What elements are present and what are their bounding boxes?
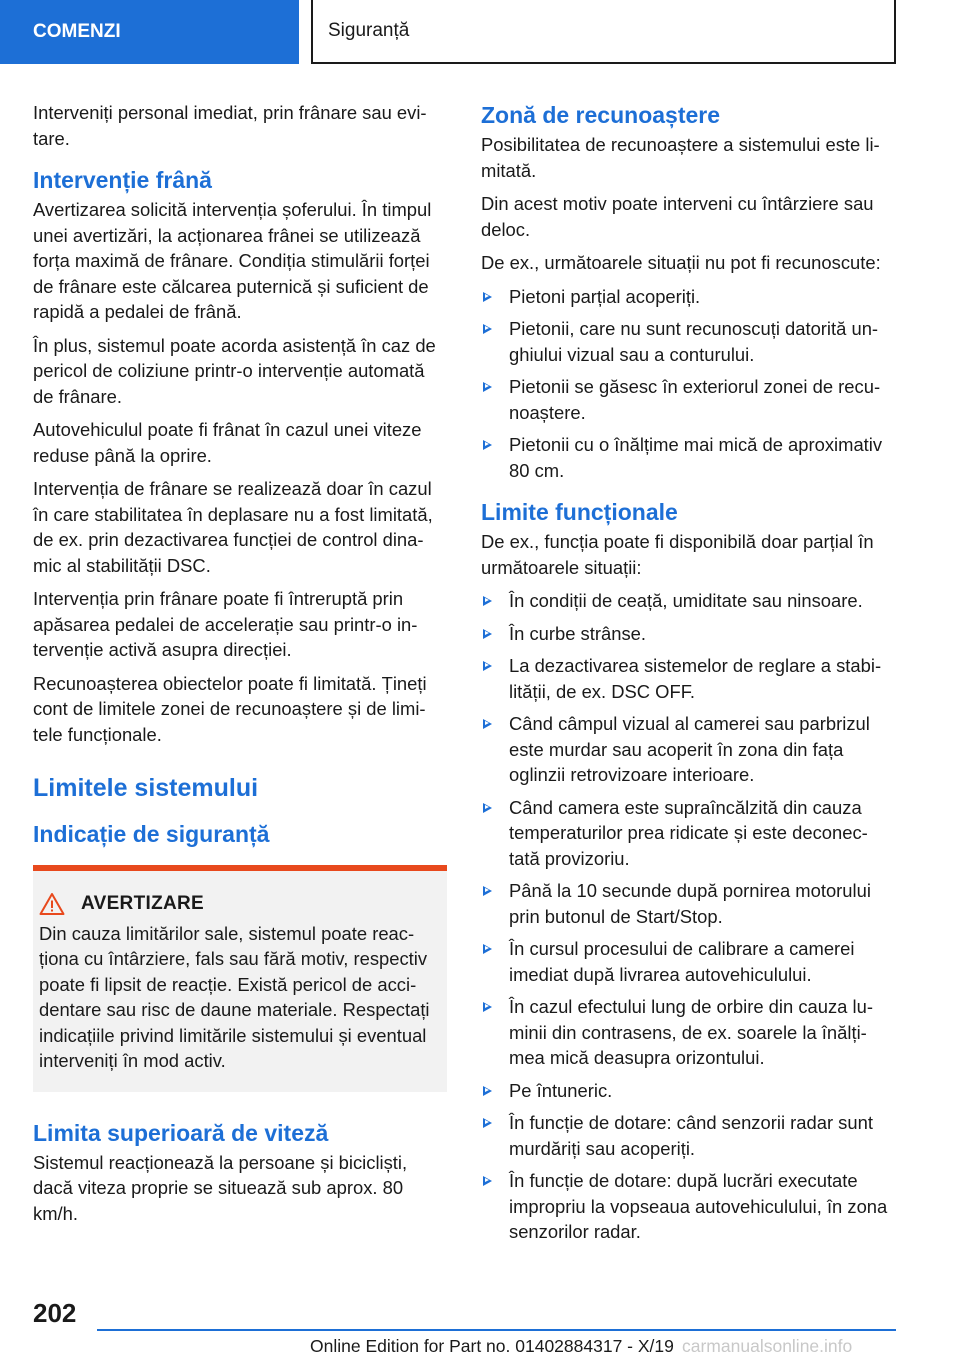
list-item: Pe întuneric. [481, 1078, 896, 1104]
list-item: În curbe strânse. [481, 621, 896, 647]
triangle-bullet-icon [483, 886, 492, 896]
triangle-bullet-icon [483, 1002, 492, 1012]
triangle-bullet-icon [483, 719, 492, 729]
triangle-bullet-icon [483, 292, 492, 302]
heading-brake-intervention: Intervenție frână [33, 167, 212, 193]
triangle-bullet-icon [483, 661, 492, 671]
paragraph: Posibilitatea de recunoaștere a sistemului este li-mitată. [481, 134, 880, 181]
list-item: Pietonii cu o înălțime mai mică de aproximativ 80 cm. [481, 432, 896, 483]
bullet-list-functional [481, 588, 896, 1245]
bullet-list-unrecognized [481, 284, 896, 484]
list-item: Când câmpul vizual al camerei sau parbrizul este murdar sau acoperit în zona din fața oglinzii retrovizoare interioare. [481, 711, 896, 788]
triangle-bullet-icon [483, 382, 492, 392]
paragraph: De ex., următoarele situații nu pot fi recunoscute: [481, 252, 881, 273]
warning-triangle-icon [39, 892, 65, 916]
triangle-bullet-icon [483, 944, 492, 954]
section-tab[interactable]: COMENZI [0, 0, 299, 64]
list-item: La dezactivarea sistemelor de reglare a stabi-lității, de ex. DSC OFF. [481, 653, 896, 704]
footer-edition-text: Online Edition for Part no. 01402884317 - X/19 [310, 1336, 674, 1356]
heading-speed-limit: Limita superioară de viteză [33, 1119, 329, 1146]
list-item: În funcție de dotare: când senzorii radar sunt murdăriți sau acoperiți. [481, 1110, 896, 1161]
footer-divider [97, 1329, 896, 1331]
list-item: Până la 10 secunde după pornirea motorului prin butonul de Start/Stop. [481, 878, 896, 929]
heading-functional-limits: Limite funcționale [481, 499, 678, 525]
list-item: Când camera este supraîncălzită din cauza temperaturilor prea ridicate și este deconec-tată provizoriu. [481, 795, 896, 872]
watermark-text: carmanualsonline.info [682, 1336, 853, 1356]
triangle-bullet-icon [483, 1176, 492, 1186]
page-number: 202 [33, 1298, 77, 1328]
list-item: În funcție de dotare: după lucrări executate impropriu la vopseaua autovehiculului, în zona senzorilor radar. [481, 1168, 896, 1245]
list-item: În cazul efectului lung de orbire din cauza lu-minii din contrasens, de ex. soarele la înălți-mea mică deasupra orizontului. [481, 994, 896, 1071]
list-item: În condiții de ceață, umiditate sau ninsoare. [481, 588, 896, 614]
intro-paragraph: Interveniți personal imediat, prin frânare sau evi-tare. [33, 102, 427, 149]
heading-recognition-zone: Zonă de recunoaștere [481, 102, 721, 128]
triangle-bullet-icon [483, 596, 492, 606]
list-item: Pietonii, care nu sunt recunoscuți datorită un-ghiului vizual sau a conturului. [481, 316, 896, 367]
paragraph: Avertizarea solicită intervenția șoferului. În timpul unei avertizări, la acționarea frânei se utilizează forța maximă de frânare. Condiția stimulării forței de frânare este călcarea puternică și suficient de rapidă a pedalei de frână. [33, 199, 432, 322]
chapter-tab[interactable]: Siguranță [311, 0, 896, 64]
warning-text: Din cauza limitărilor sale, sistemul poate reac-ționa cu întârziere, fals sau fără motiv, respectiv poate fi lipsit de reacție. Există pericol de acci-dentare sau risc de daune materiale. Respectați indicațiile privind limitările sistemului și eventual interveniți în mod activ. [39, 922, 430, 1071]
heading-system-limits: Limitele sistemului [33, 774, 259, 802]
warning-header [39, 891, 437, 917]
paragraph: Intervenția prin frânare poate fi întreruptă prin apăsarea pedalei de accelerație sau printr-o in-tervenție activă asupra direcției. [33, 588, 418, 660]
paragraph: Din acest motiv poate interveni cu întârziere sau deloc. [481, 193, 874, 240]
list-item: În cursul procesului de calibrare a camerei imediat după livrarea autovehiculului. [481, 936, 896, 987]
list-item: Pietonii se găsesc în exteriorul zonei de recu-noaștere. [481, 374, 896, 425]
triangle-bullet-icon [483, 324, 492, 334]
paragraph: Intervenția de frânare se realizează doar în cazul în care stabilitatea în deplasare nu a fost limitată, de ex. prin dezactivarea funcției de control dina-mic al stabilității DSC. [33, 478, 433, 576]
right-column [481, 100, 896, 1253]
paragraph: Sistemul reacționează la persoane și bicicliști, dacă viteza proprie se situează sub aprox. 80 km/h. [33, 1151, 408, 1224]
triangle-bullet-icon [483, 803, 492, 813]
warning-box [33, 865, 447, 1092]
triangle-bullet-icon [483, 1118, 492, 1128]
paragraph: În plus, sistemul poate acorda asistență în caz de pericol de coliziune printr-o intervenție automată de frânare. [33, 334, 436, 407]
paragraph: Recunoașterea obiectelor poate fi limitată. Țineți cont de limitele zonei de recunoaștere și de limi-tele funcționale. [33, 672, 427, 745]
heading-safety-note: Indicație de siguranță [33, 821, 270, 847]
triangle-bullet-icon [483, 440, 492, 450]
list-item: Pietoni parțial acoperiți. [481, 284, 896, 310]
paragraph: Autovehiculul poate fi frânat în cazul unei viteze reduse până la oprire. [33, 419, 422, 466]
paragraph: De ex., funcția poate fi disponibilă doar parțial în următoarele situații: [481, 531, 874, 578]
triangle-bullet-icon [483, 629, 492, 639]
left-column [33, 100, 447, 1234]
warning-title: AVERTIZARE [81, 893, 204, 914]
triangle-bullet-icon [483, 1086, 492, 1096]
